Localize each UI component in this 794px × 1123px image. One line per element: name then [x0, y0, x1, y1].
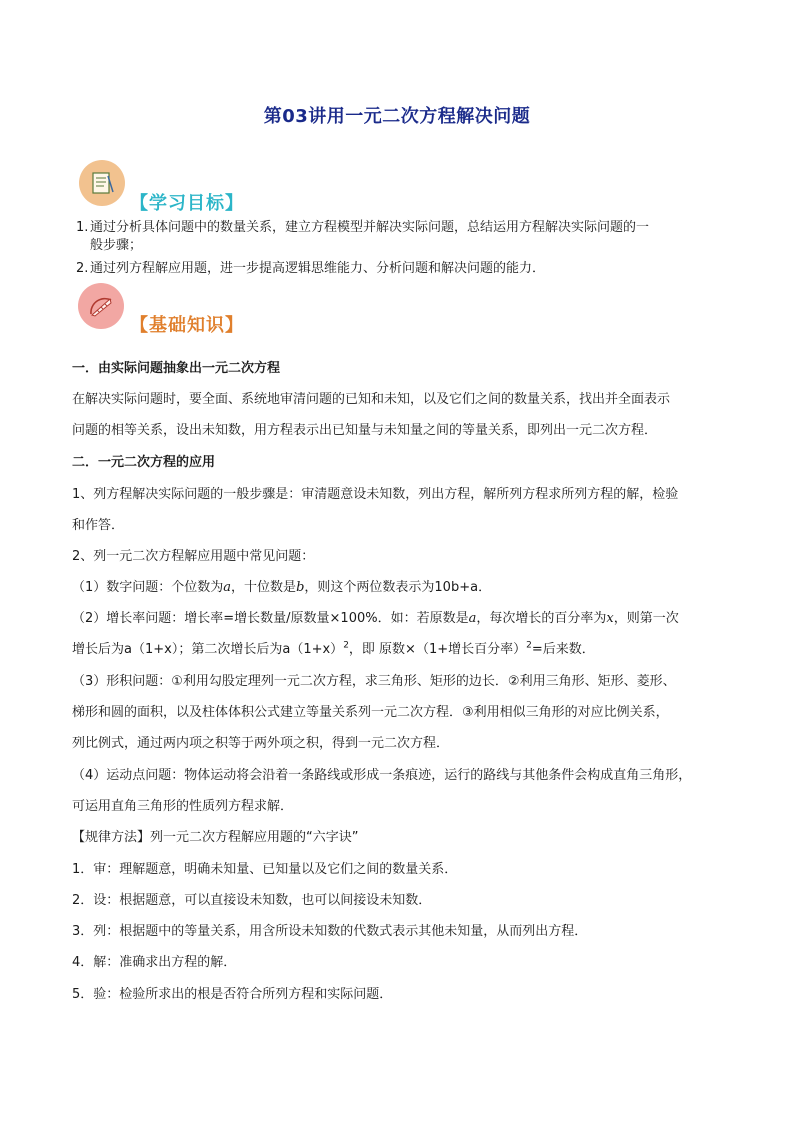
section-heading-goals: 【学习目标】 [130, 193, 244, 214]
subsection-title: 一．由实际问题抽象出一元二次方程 [72, 361, 281, 376]
section-heading-basics: 【基础知识】 [130, 315, 244, 336]
paragraph-line: 1、列方程解决实际问题的一般步骤是：审清题意设未知数，列出方程，解所列方程求所列方程的解，检验 [72, 487, 679, 502]
paragraph-line: 问题的相等关系，设出未知数，用方程表示出已知量与未知量之间的等量关系，即列出一元二次方程． [72, 423, 658, 438]
paragraph-line-growth-rate: （2）增长率问题：增长率=增长数量/原数量×100%．如：若原数是a，每次增长的百分率为x，则第一次 [72, 611, 679, 626]
ruler-protractor-icon [78, 283, 124, 329]
paragraph-line-digit-problem: （1）数字问题：个位数为a，十位数是b，则这个两位数表示为10b+a． [72, 580, 492, 595]
paragraph-line-growth-rate-2: 增长后为a（1+x）；第二次增长后为$a(1+x)^2$，即 原数×（1+增长百分率）$^2$=后来数． [72, 640, 595, 657]
paragraph-line: 2、列一元二次方程解应用题中常见问题： [72, 549, 315, 564]
rule-item: 1．审：理解题意，明确未知量、已知量以及它们之间的数量关系． [72, 862, 458, 877]
notebook-icon [79, 160, 125, 206]
subsection-title: 二．一元二次方程的应用 [72, 455, 216, 470]
rule-item: 2．设：根据题意，可以直接设未知数，也可以间接设未知数． [72, 893, 432, 908]
rule-item: 4．解：准确求出方程的解． [72, 955, 237, 970]
paragraph-line: 可运用直角三角形的性质列方程求解． [72, 799, 294, 814]
paragraph-line: （4）运动点问题：物体运动将会沿着一条路线或形成一条痕迹，运行的路线与其他条件会构成直角三角形， [72, 768, 692, 783]
paragraph-line: 和作答． [72, 518, 125, 533]
goal-item: 1. 通过分析具体问题中的数量关系，建立方程模型并解决实际问题，总结运用方程解决实际问题的一 [76, 220, 650, 235]
paragraph-line: （3）形积问题：①利用勾股定理列一元二次方程，求三角形、矩形的边长．②利用三角形、矩形、菱形、 [72, 674, 676, 689]
paragraph-line: 在解决实际问题时，要全面、系统地审清问题的已知和未知，以及它们之间的数量关系，找出并全面表示 [72, 392, 671, 407]
page-title: 第03讲用一元二次方程解决问题 [263, 106, 531, 127]
rule-item: 3．列：根据题中的等量关系，用含所设未知数的代数式表示其他未知量，从而列出方程． [72, 924, 588, 939]
rule-item: 5．验：检验所求出的根是否符合所列方程和实际问题． [72, 987, 393, 1002]
goal-item: 2. 通过列方程解应用题，进一步提高逻辑思维能力、分析问题和解决问题的能力． [76, 261, 546, 276]
rule-method-title: 【规律方法】列一元二次方程解应用题的“六字诀” [72, 830, 359, 845]
paragraph-line: 梯形和圆的面积，以及柱体体积公式建立等量关系列一元二次方程．③利用相似三角形的对应比例关系， [72, 705, 669, 720]
paragraph-line: 列比例式，通过两内项之积等于两外项之积，得到一元二次方程． [72, 736, 450, 751]
goal-item-continued: 般步骤； [90, 238, 143, 253]
